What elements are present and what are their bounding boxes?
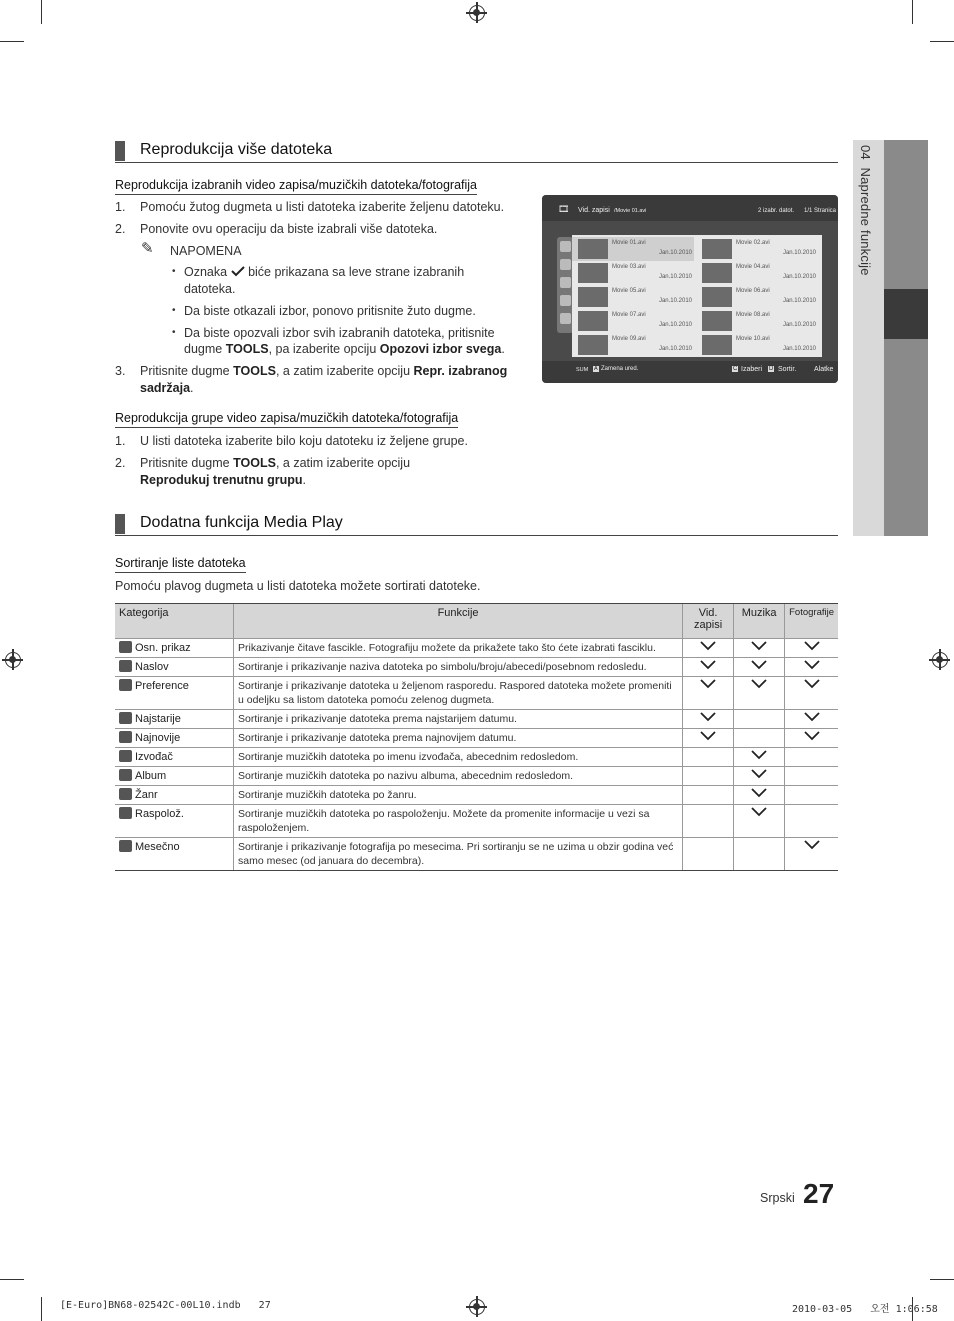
table-row xyxy=(115,677,838,710)
column-header: Vid. zapisi xyxy=(683,604,734,639)
support-cell xyxy=(785,729,838,748)
function-description: Sortiranje muzičkih datoteka po nazivu albuma, abecednim redosledom. xyxy=(234,767,683,786)
note-text: Da biste otkazali izbor, ponovo pritisnite žuto dugme. xyxy=(184,304,476,318)
note-text: Oznaka biće prikazana sa leve strane izabranih xyxy=(184,265,465,279)
category-cell xyxy=(115,677,234,710)
support-cell xyxy=(683,786,734,805)
category-label: Osn. prikaz xyxy=(135,642,191,654)
support-cell xyxy=(785,767,838,786)
page-indicator: 1/1 Stranica xyxy=(804,208,837,214)
file-item[interactable]: Movie 05.avi Jan.10.2010 xyxy=(572,285,694,309)
change-device-label: Zamena ured. xyxy=(601,366,639,372)
category-icon xyxy=(119,788,132,800)
table-row xyxy=(115,767,838,786)
check-icon xyxy=(700,680,716,692)
video-icon: 🎞 xyxy=(558,204,570,214)
file-item[interactable]: Movie 03.avi Jan.10.2010 xyxy=(572,261,694,285)
step-text: Pomoću žutog dugmeta u listi datoteka izaberite željenu datoteku. xyxy=(140,200,505,214)
category-menu xyxy=(557,237,573,333)
note-label: NAPOMENA xyxy=(170,244,242,258)
crop-mark xyxy=(930,1279,954,1280)
column-header: Kategorija xyxy=(115,604,234,639)
category-label: Izvođač xyxy=(135,751,173,763)
intro-text: Pomoću plavog dugmeta u listi datoteka možete sortirati datoteke. xyxy=(115,579,481,593)
category-icon xyxy=(119,769,132,781)
support-cell xyxy=(785,677,838,710)
check-icon xyxy=(700,732,716,744)
step-text: U listi datoteka izaberite bilo koju datoteku iz željene grupe. xyxy=(140,434,468,448)
crop-mark xyxy=(930,41,954,42)
check-icon xyxy=(751,808,767,820)
category-label: Raspolož. xyxy=(135,808,184,820)
category-icon xyxy=(119,679,132,691)
file-item[interactable]: Movie 09.avi Jan.10.2010 xyxy=(572,333,694,357)
support-cell xyxy=(734,748,785,767)
category-label: Mesečno xyxy=(135,841,180,853)
c-key-icon: C xyxy=(733,366,738,372)
function-description: Sortiranje i prikazivanje datoteka u željenom rasporedu. Raspored datoteka možete promeniti u odeljku sa listom datoteka pomoću zelenog dugmeta. xyxy=(234,677,683,710)
note-pencil-icon: ✎ xyxy=(141,240,154,257)
category-cell xyxy=(115,658,234,677)
support-cell xyxy=(734,805,785,838)
check-icon xyxy=(751,642,767,654)
file-item[interactable]: Movie 06.avi Jan.10.2010 xyxy=(696,285,818,309)
step-number: 1. xyxy=(115,434,126,448)
check-icon xyxy=(700,642,716,654)
selected-count: 2 izabr. datot. xyxy=(758,208,795,214)
note-text: Da biste opozvali izbor svih izabranih datoteka, pritisnite xyxy=(184,326,495,340)
table-row xyxy=(115,748,838,767)
crop-mark xyxy=(912,0,913,24)
registration-mark-icon xyxy=(5,652,21,668)
checkmark-icon xyxy=(231,265,245,275)
table-row xyxy=(115,729,838,748)
support-cell xyxy=(734,710,785,729)
sum-label: SUM xyxy=(576,367,589,373)
file-item[interactable]: Movie 02.avi Jan.10.2010 xyxy=(696,237,818,261)
check-icon xyxy=(804,642,820,654)
category-icon xyxy=(119,807,132,819)
support-cell xyxy=(683,658,734,677)
category-label: Album xyxy=(135,770,167,782)
step-number: 1. xyxy=(115,200,126,214)
bullet-icon: • xyxy=(172,305,176,316)
crop-mark xyxy=(41,1297,42,1321)
support-cell xyxy=(683,805,734,838)
file-item[interactable]: Movie 10.avi Jan.10.2010 xyxy=(696,333,818,357)
function-description: Sortiranje i prikazivanje fotografija po mesecima. Pri sortiranju se ne uzima u obzir godina već samo mesec (od januara do decembra). xyxy=(234,838,683,871)
check-icon xyxy=(804,841,820,853)
language-label: Srpski xyxy=(760,1191,795,1205)
step-number: 2. xyxy=(115,222,126,236)
crop-mark xyxy=(0,1279,24,1280)
support-cell xyxy=(785,639,838,658)
screen-path: /Movie 01.avi xyxy=(614,208,647,214)
category-cell xyxy=(115,805,234,838)
table-row xyxy=(115,639,838,658)
check-icon xyxy=(700,713,716,725)
section-title: Reprodukcija više datoteka xyxy=(140,141,333,158)
select-label: Izaberi xyxy=(741,366,763,373)
category-icon xyxy=(119,641,132,653)
step-text: Pritisnite dugme TOOLS, a zatim izaberite opciju Repr. izabranog xyxy=(140,364,508,378)
section-heading xyxy=(115,140,838,163)
file-item[interactable]: Movie 04.avi Jan.10.2010 xyxy=(696,261,818,285)
sort-options-table xyxy=(115,603,838,871)
category-label: Preference xyxy=(135,680,189,692)
step-text: Ponovite ovu operaciju da biste izabrali više datoteka. xyxy=(140,222,438,236)
check-icon xyxy=(751,661,767,673)
category-label: Naslov xyxy=(135,661,169,673)
table-row xyxy=(115,658,838,677)
page-number: 27 xyxy=(803,1178,835,1209)
crop-mark xyxy=(0,41,24,42)
chapter-label: 04 Napredne funkcije xyxy=(858,145,873,276)
category-label: Najstarije xyxy=(135,713,181,725)
tools-label: Alatke xyxy=(814,366,834,373)
table-row xyxy=(115,838,838,871)
support-cell xyxy=(785,805,838,838)
function-description: Sortiranje muzičkih datoteka po raspoloženju. Možete da promenite informacije u vezi sa raspoloženjem. xyxy=(234,805,683,838)
category-label: Najnovije xyxy=(135,732,181,744)
subsection-heading: Reprodukcija izabranih video zapisa/muzičkih datoteka/fotografija xyxy=(115,178,477,195)
support-cell xyxy=(734,639,785,658)
crop-mark xyxy=(41,0,42,24)
sort-label: Sortir. xyxy=(778,366,797,373)
check-icon xyxy=(751,789,767,801)
category-icon xyxy=(119,840,132,852)
support-cell xyxy=(785,786,838,805)
support-cell xyxy=(683,639,734,658)
category-cell xyxy=(115,710,234,729)
category-cell xyxy=(115,748,234,767)
check-icon xyxy=(804,680,820,692)
function-description: Sortiranje i prikazivanje datoteka prema najstarijem datumu. xyxy=(234,710,683,729)
registration-mark-icon xyxy=(932,652,948,668)
column-header: Fotografije xyxy=(785,604,838,639)
section-title: Dodatna funkcija Media Play xyxy=(140,514,343,531)
bullet-icon: • xyxy=(172,327,176,338)
file-item[interactable]: Movie 08.avi Jan.10.2010 xyxy=(696,309,818,333)
file-item[interactable]: Movie 07.avi Jan.10.2010 xyxy=(572,309,694,333)
category-cell xyxy=(115,767,234,786)
check-icon xyxy=(751,680,767,692)
step-number: 3. xyxy=(115,364,126,378)
support-cell xyxy=(683,677,734,710)
category-icon xyxy=(119,731,132,743)
registration-mark-icon xyxy=(469,5,485,21)
section-heading xyxy=(115,513,838,536)
category-cell xyxy=(115,729,234,748)
category-icon xyxy=(119,750,132,762)
step-number: 2. xyxy=(115,456,126,470)
support-cell xyxy=(785,710,838,729)
step-text: sadržaja. xyxy=(140,381,194,395)
support-cell xyxy=(683,838,734,871)
d-key-icon: D xyxy=(769,366,774,372)
support-cell xyxy=(785,838,838,871)
support-cell xyxy=(734,677,785,710)
table-row xyxy=(115,805,838,838)
category-icon xyxy=(119,660,132,672)
table-row xyxy=(115,710,838,729)
check-icon xyxy=(804,713,820,725)
table-header-row xyxy=(115,604,838,639)
function-description: Sortiranje muzičkih datoteka po imenu izvođača, abecednim redosledom. xyxy=(234,748,683,767)
category-cell xyxy=(115,786,234,805)
file-item[interactable]: Movie 01.avi Jan.10.2010 xyxy=(572,237,694,261)
a-key-icon: A xyxy=(594,366,598,372)
note-text: datoteka. xyxy=(184,282,236,296)
print-date: 2010-03-05 오전 1:06:58 xyxy=(792,1304,938,1315)
function-description: Sortiranje i prikazivanje naziva datoteka po simbolu/broju/abecedi/posebnom redosledu. xyxy=(234,658,683,677)
step-text: Pritisnite dugme TOOLS, a zatim izaberite opciju xyxy=(140,456,411,470)
bullet-icon: • xyxy=(172,266,176,277)
support-cell xyxy=(785,748,838,767)
column-header: Muzika xyxy=(734,604,785,639)
support-cell xyxy=(734,767,785,786)
print-file-info: [E-Euro]BN68-02542C-00L10.indb 27 xyxy=(60,1300,271,1311)
table-row xyxy=(115,786,838,805)
step-text: Reprodukuj trenutnu grupu. xyxy=(140,473,306,487)
check-icon xyxy=(804,661,820,673)
support-cell xyxy=(683,748,734,767)
check-icon xyxy=(751,770,767,782)
function-description: Prikazivanje čitave fascikle. Fotografiju možete da prikažete tako što ćete izabrati fasciklu. xyxy=(234,639,683,658)
note-text: dugme TOOLS, pa izaberite opciju Opozovi izbor svega. xyxy=(184,342,505,356)
subsection-heading: Reprodukcija grupe video zapisa/muzičkih datoteka/fotografija xyxy=(115,411,458,428)
support-cell xyxy=(734,786,785,805)
category-cell xyxy=(115,639,234,658)
function-description: Sortiranje i prikazivanje datoteka prema najnovijem datumu. xyxy=(234,729,683,748)
side-tab-marker xyxy=(884,289,928,339)
subsection-heading: Sortiranje liste datoteka xyxy=(115,556,246,573)
category-cell xyxy=(115,838,234,871)
support-cell xyxy=(683,710,734,729)
category-label: Žanr xyxy=(135,789,158,801)
check-icon xyxy=(804,732,820,744)
column-header: Funkcije xyxy=(234,604,683,639)
check-icon xyxy=(700,661,716,673)
function-description: Sortiranje muzičkih datoteka po žanru. xyxy=(234,786,683,805)
support-cell xyxy=(734,658,785,677)
screen-title: Vid. zapisi xyxy=(578,207,610,214)
tv-screen-image xyxy=(542,195,838,383)
support-cell xyxy=(734,838,785,871)
support-cell xyxy=(683,767,734,786)
file-grid xyxy=(572,235,822,357)
category-icon xyxy=(119,712,132,724)
registration-mark-icon xyxy=(469,1299,485,1315)
support-cell xyxy=(785,658,838,677)
check-icon xyxy=(751,751,767,763)
support-cell xyxy=(734,729,785,748)
support-cell xyxy=(683,729,734,748)
